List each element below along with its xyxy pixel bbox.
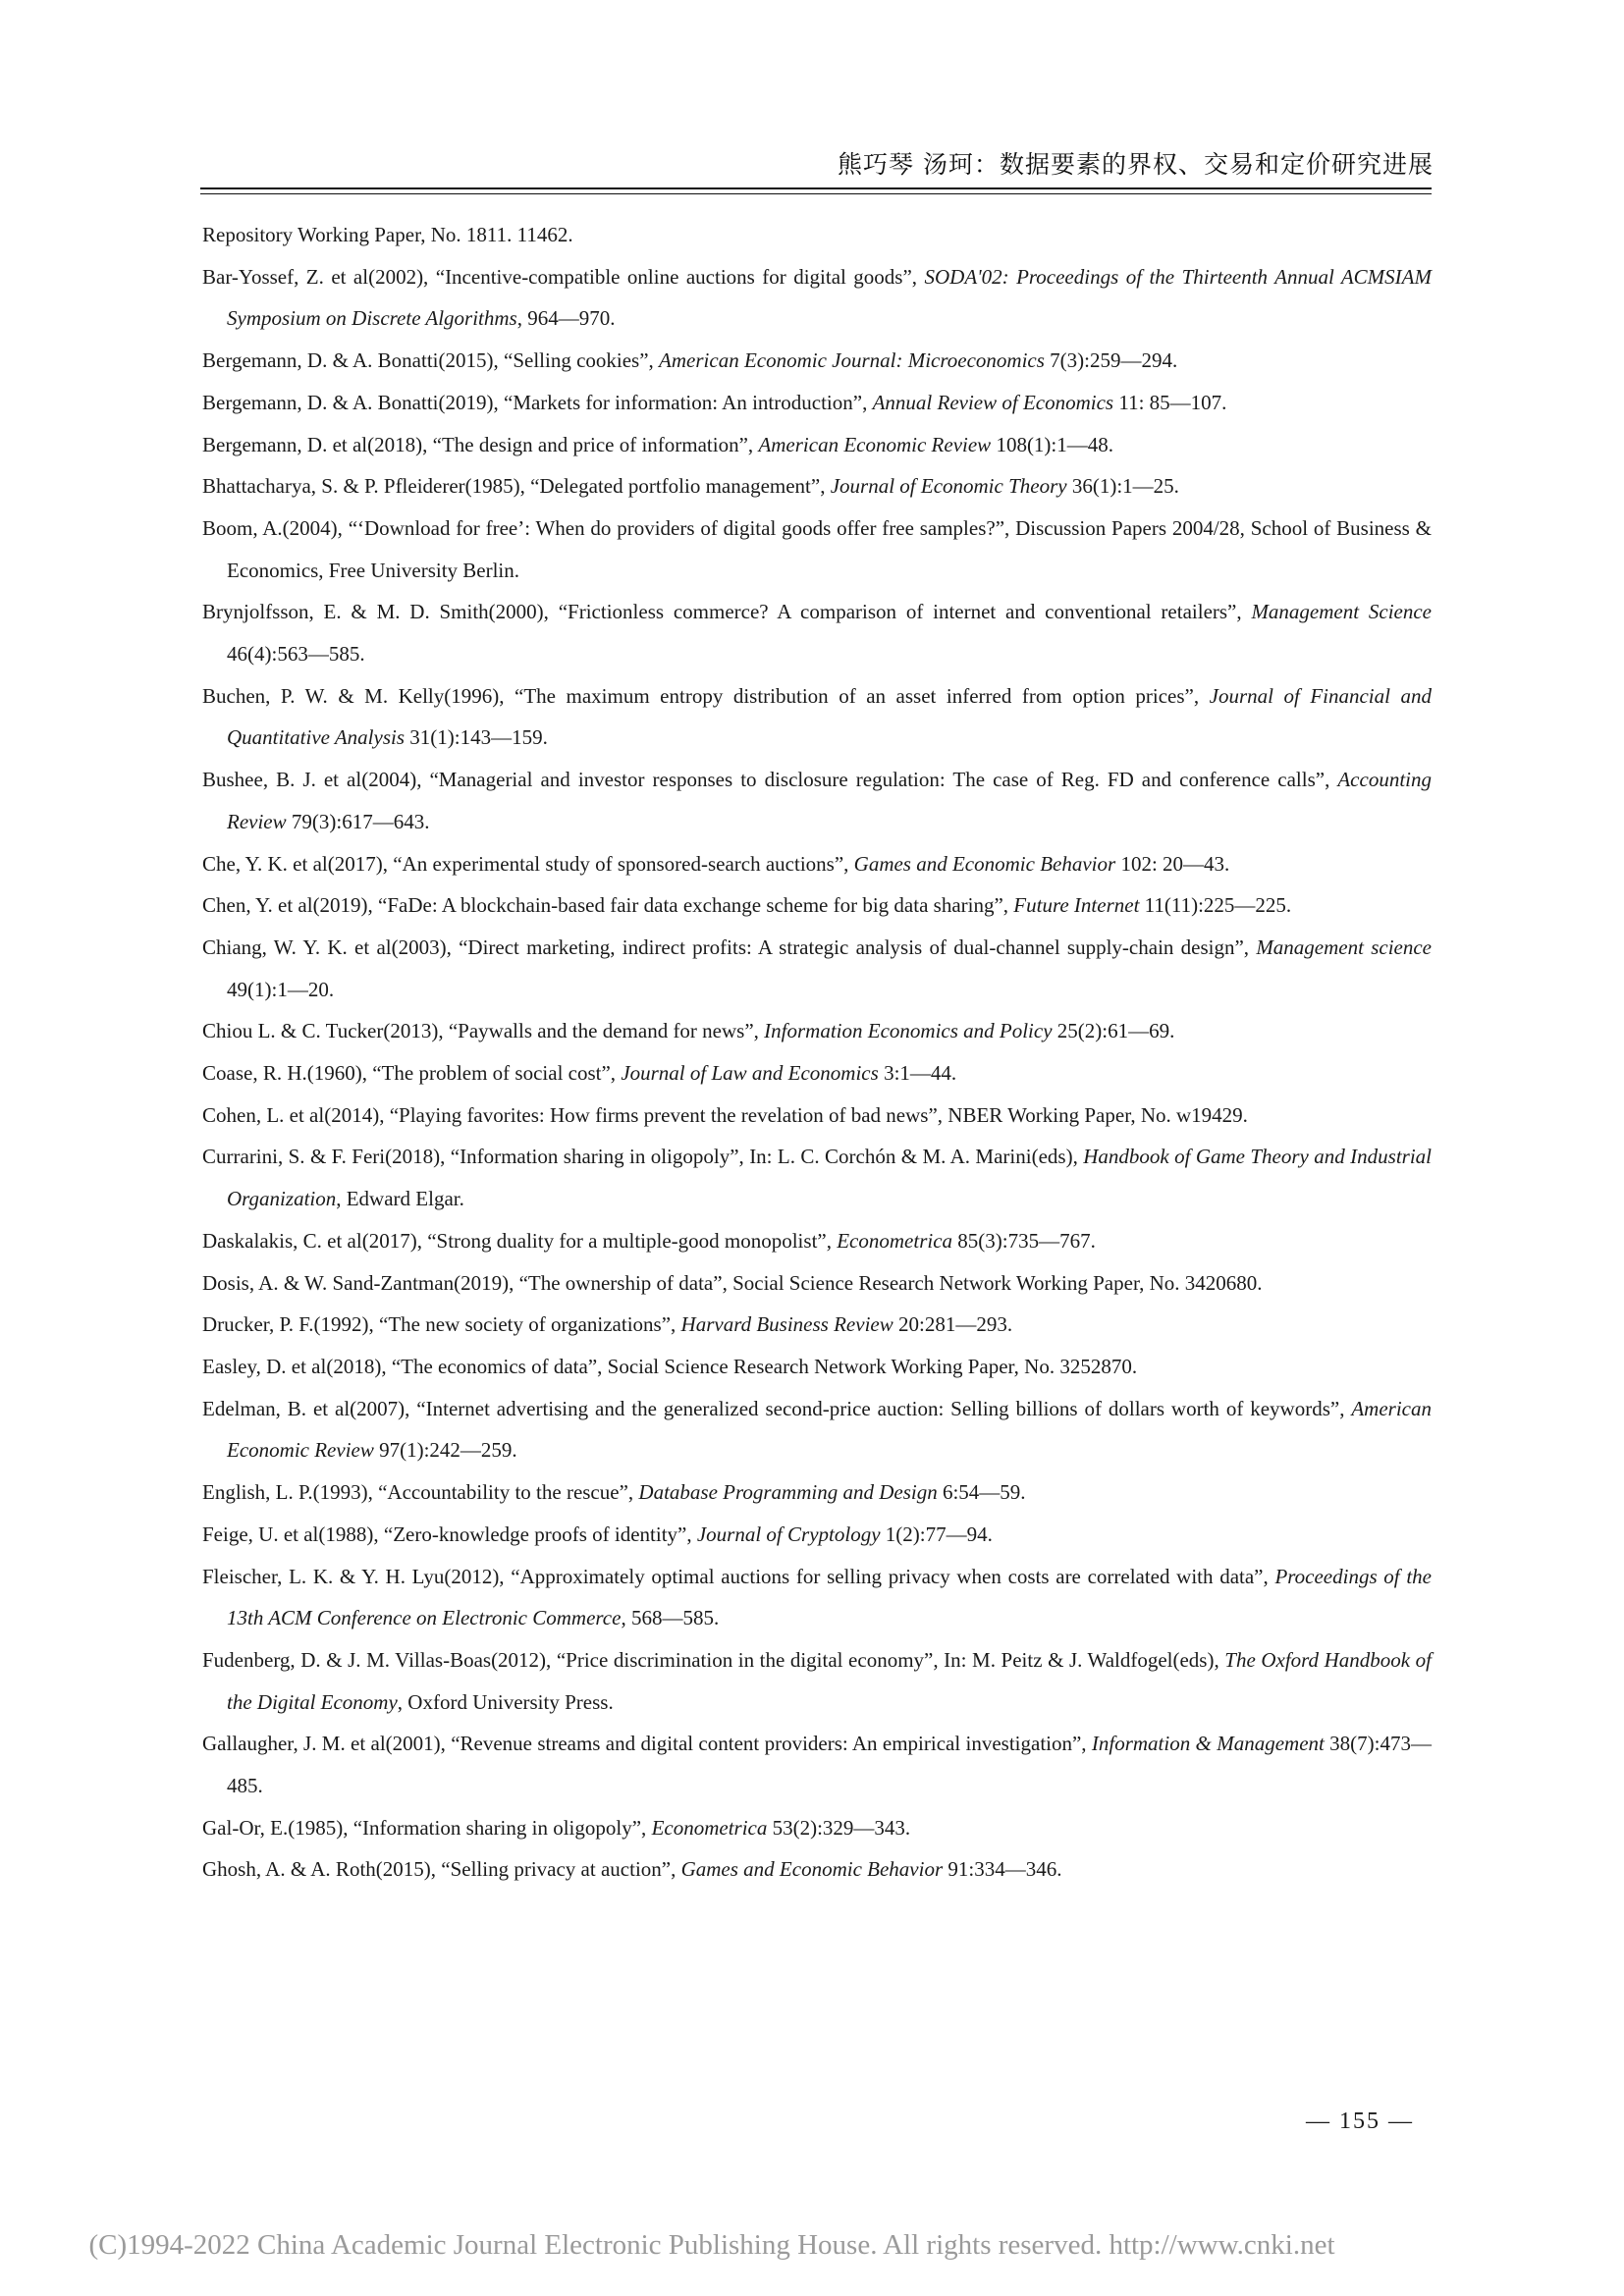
reference-source: Future Internet [1013,893,1140,918]
reference-pages: 79(3):617—643. [286,809,430,833]
reference-entry [202,340,1432,382]
reference-text: Bar-Yossef, Z. et al(2002), “Incentive-compatible online auctions for digital goods”, [202,264,925,289]
reference-entry [202,843,1432,885]
reference-pages: 38(7):473—485. [227,1732,1433,1798]
reference-entry [202,382,1432,424]
reference-entry [202,1346,1432,1388]
reference-text: Buchen, P. W. & M. Kelly(1996), “The maximum entropy distribution of an asset inferred from option prices”, [202,683,1210,708]
reference-source: Journal of Economic Theory [830,474,1067,499]
reference-text: English, L. P.(1993), “Accountability to the rescue”, [202,1480,639,1505]
reference-source: Information Economics and Policy [764,1019,1053,1043]
reference-source: Games and Economic Behavior [853,851,1116,876]
reference-entry [202,1848,1432,1891]
reference-text: Fleischer, L. K. & Y. H. Lyu(2012), “Approximately optimal auctions for selling privacy when costs are correlated with data”, [202,1564,1275,1588]
reference-text: Fudenberg, D. & J. M. Villas-Boas(2012), “Price discrimination in the digital economy”, In: M. Peitz & J. Waldfogel(eds), [202,1647,1225,1672]
reference-source: Journal of Financial and Quantitative Analysis [227,683,1432,750]
reference-entry [202,1471,1432,1514]
reference-text: Cohen, L. et al(2014), “Playing favorites: How firms prevent the revelation of bad news”, NBER Working Paper, No. w19429. [202,1102,1248,1127]
reference-text: Drucker, P. F.(1992), “The new society of organizations”, [202,1312,681,1337]
reference-pages: , 964—970. [516,306,616,331]
reference-text: Boom, A.(2004), “‘Download for free’: When do providers of digital goods offer free samples?”, Discussion Papers 2004/28, School of Business & Economics, Free University Berlin. [202,515,1432,582]
reference-source: Journal of Cryptology [696,1522,881,1546]
reference-entry [202,1639,1432,1723]
reference-entry [202,1304,1432,1346]
page-number: — 155 — [1306,2109,1414,2134]
reference-entry [202,1514,1432,1556]
reference-pages: 102: 20—43. [1115,851,1230,876]
reference-source: The Oxford Handbook of the Digital Economy [227,1647,1432,1714]
reference-source: Management science [1256,934,1432,959]
reference-pages: 36(1):1—25. [1066,474,1179,499]
reference-entry [202,1220,1432,1262]
reference-entry [202,884,1432,927]
reference-entry [202,675,1432,759]
reference-entry [202,591,1432,674]
reference-source: Information & Management [1091,1732,1325,1756]
reference-pages: 3:1—44. [878,1061,957,1086]
reference-text: Bergemann, D. & A. Bonatti(2015), “Selling cookies”, [202,348,660,373]
reference-pages: 6:54—59. [937,1480,1026,1505]
reference-source: Econometrica [651,1815,768,1840]
reference-entry [202,1052,1432,1095]
reference-pages: 11(11):225—225. [1139,893,1292,918]
reference-source: Games and Economic Behavior [680,1857,944,1882]
reference-entry [202,1556,1432,1639]
reference-pages: , Edward Elgar. [336,1187,464,1211]
reference-source: SODA'02: Proceedings of the Thirteenth Annual ACMSIAM Symposium on Discrete Algorithms [227,264,1432,331]
reference-list [202,214,1432,1891]
reference-source: American Economic Review [758,432,992,456]
reference-pages: 91:334—346. [943,1857,1062,1882]
reference-entry [202,465,1432,507]
reference-text: Easley, D. et al(2018), “The economics of data”, Social Science Research Network Working Paper, No. 3252870. [202,1354,1138,1378]
reference-pages: 46(4):563—585. [227,642,365,667]
reference-pages: 49(1):1—20. [227,977,335,1001]
reference-text: Bergemann, D. et al(2018), “The design and price of information”, [202,432,759,456]
reference-pages: , Oxford University Press. [397,1689,614,1714]
reference-pages: 7(3):259—294. [1044,348,1178,373]
reference-pages: 31(1):143—159. [405,725,548,750]
reference-source: Econometrica [837,1228,953,1253]
reference-source: American Economic Review [227,1396,1432,1463]
reference-text: Repository Working Paper, No. 1811. 11462. [202,223,573,246]
reference-entry [202,214,1432,256]
reference-pages: 1(2):77—94. [880,1522,993,1546]
copyright-notice: (C)1994-2022 China Academic Journal Electronic Publishing House. All rights reserved. http://www.cnki.net [88,2229,1335,2261]
running-title: 熊巧琴 汤珂：数据要素的界权、交易和定价研究进展 [838,150,1434,179]
reference-pages: 53(2):329—343. [767,1815,911,1840]
reference-entry [202,1723,1432,1806]
reference-pages: 108(1):1—48. [991,432,1114,456]
reference-text: Chiang, W. Y. K. et al(2003), “Direct marketing, indirect profits: A strategic analysis of dual-channel supply-chain design”, [202,934,1257,959]
reference-text: Chiou L. & C. Tucker(2013), “Paywalls and the demand for news”, [202,1019,765,1043]
reference-source: Handbook of Game Theory and Industrial Organization [227,1145,1432,1211]
reference-text: Feige, U. et al(1988), “Zero-knowledge proofs of identity”, [202,1522,697,1546]
reference-pages: 85(3):735—767. [952,1228,1096,1253]
reference-pages: 97(1):242—259. [373,1438,517,1463]
reference-pages: 25(2):61—69. [1052,1019,1175,1043]
reference-entry [202,424,1432,466]
reference-pages: 20:281—293. [893,1312,1013,1337]
header-rule-thin [200,193,1432,194]
reference-text: Bushee, B. J. et al(2004), “Managerial and investor responses to disclosure regulation: The case of Reg. FD and conference calls”, [202,768,1338,792]
header-rule-thick [200,187,1432,189]
reference-entry [202,1807,1432,1849]
reference-text: Bergemann, D. & A. Bonatti(2019), “Markets for information: An introduction”, [202,390,873,414]
reference-source: Harvard Business Review [680,1312,893,1337]
reference-entry [202,507,1432,591]
reference-text: Currarini, S. & F. Feri(2018), “Information sharing in oligopoly”, In: L. C. Corchón & M. A. Marini(eds), [202,1145,1084,1169]
reference-text: Che, Y. K. et al(2017), “An experimental study of sponsored-search auctions”, [202,851,854,876]
reference-entry [202,1136,1432,1219]
reference-text: Chen, Y. et al(2019), “FaDe: A blockchain-based fair data exchange scheme for big data sharing”, [202,893,1014,918]
reference-source: Annual Review of Economics [872,390,1114,414]
reference-text: Coase, R. H.(1960), “The problem of social cost”, [202,1061,622,1086]
reference-source: Proceedings of the 13th ACM Conference on Electronic Commerce [227,1564,1432,1630]
reference-text: Bhattacharya, S. & P. Pfleiderer(1985), “Delegated portfolio management”, [202,474,831,499]
reference-text: Brynjolfsson, E. & M. D. Smith(2000), “Frictionless commerce? A comparison of internet and conventional retailers”, [202,600,1252,624]
reference-text: Ghosh, A. & A. Roth(2015), “Selling privacy at auction”, [202,1857,681,1882]
reference-source: Database Programming and Design [638,1480,938,1505]
reference-entry [202,759,1432,842]
reference-text: Dosis, A. & W. Sand-Zantman(2019), “The ownership of data”, Social Science Research Network Working Paper, No. 3420680. [202,1270,1263,1295]
reference-text: Edelman, B. et al(2007), “Internet advertising and the generalized second-price auction: Selling billions of dollars worth of keywords”, [202,1396,1352,1420]
reference-text: Gal-Or, E.(1985), “Information sharing in oligopoly”, [202,1815,652,1840]
reference-text: Daskalakis, C. et al(2017), “Strong duality for a multiple-good monopolist”, [202,1228,838,1253]
reference-entry [202,1095,1432,1137]
reference-entry [202,1010,1432,1052]
reference-entry [202,927,1432,1010]
reference-source: Journal of Law and Economics [621,1061,879,1086]
reference-source: American Economic Journal: Microeconomics [659,348,1045,373]
reference-source: Management Science [1251,600,1432,624]
reference-pages: 11: 85—107. [1113,390,1227,414]
reference-text: Gallaugher, J. M. et al(2001), “Revenue streams and digital content providers: An empirical investigation”, [202,1732,1092,1756]
reference-entry [202,1262,1432,1305]
reference-source: Accounting Review [227,768,1432,833]
reference-pages: , 568—585. [621,1606,720,1630]
reference-entry [202,256,1432,340]
reference-entry [202,1388,1432,1471]
